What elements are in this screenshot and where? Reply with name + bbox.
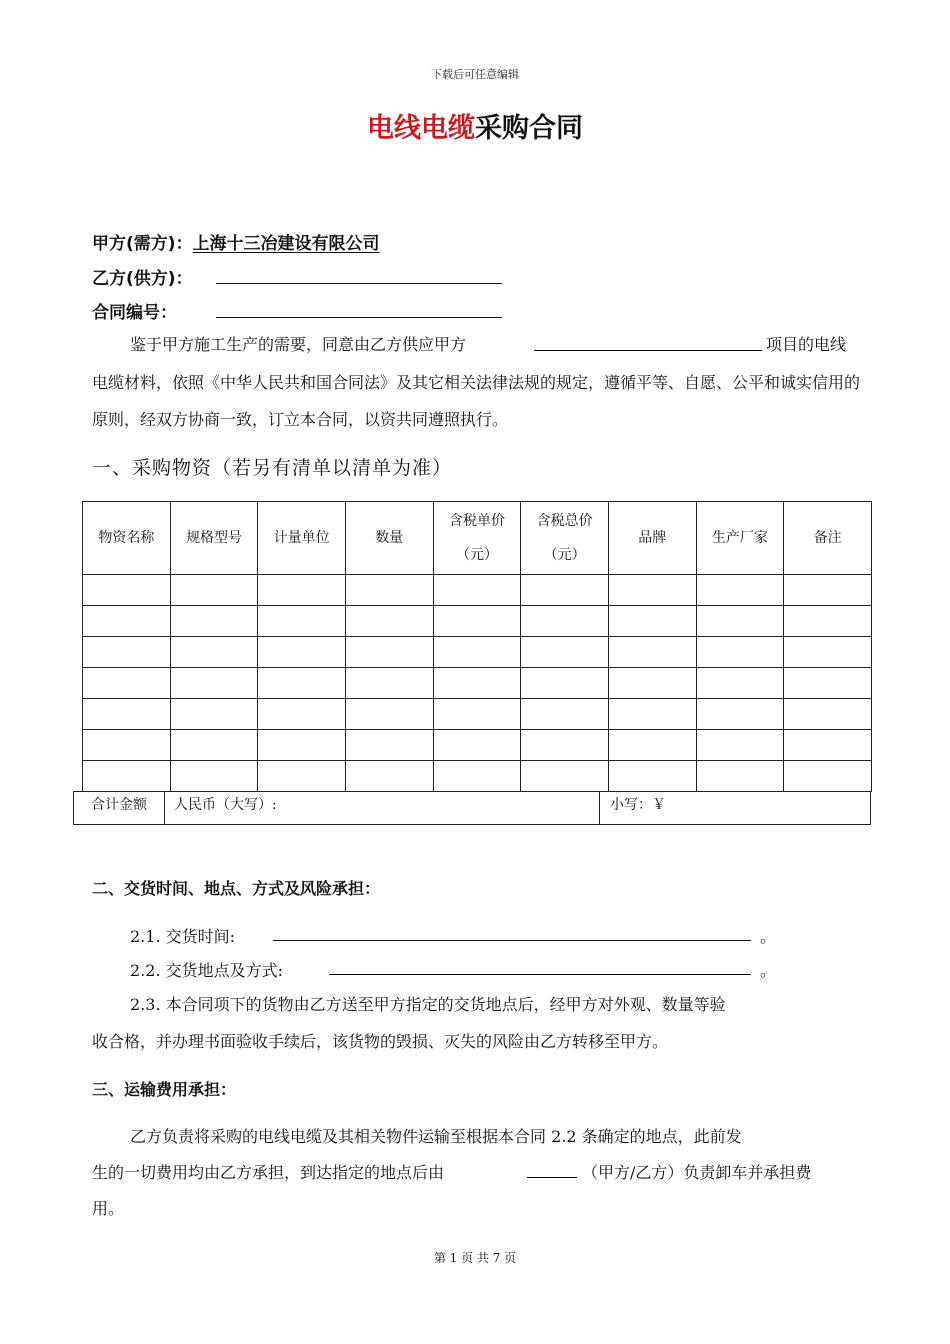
table-cell xyxy=(784,761,872,792)
table-cell xyxy=(608,575,696,606)
party-a-label: 甲方(需方)： xyxy=(92,234,193,254)
table-cell xyxy=(521,730,609,761)
total-label: 合计金额 xyxy=(74,792,165,824)
table-cell xyxy=(608,699,696,730)
contract-no-label: 合同编号： xyxy=(92,303,177,323)
table-cell xyxy=(170,761,258,792)
section3-line2-end: （甲方/乙方）负责卸车并承担费 xyxy=(582,1163,812,1182)
party-a-row xyxy=(92,229,380,254)
table-cell xyxy=(83,637,171,668)
title-red-part: 电线电缆 xyxy=(367,113,475,144)
goods-table xyxy=(82,501,872,792)
table-row xyxy=(83,606,872,637)
table-cell xyxy=(784,575,872,606)
table-cell xyxy=(83,606,171,637)
table-cell xyxy=(784,699,872,730)
delivery-time-blank xyxy=(273,940,751,941)
col-total-price-label: 含税总价 xyxy=(536,513,593,529)
table-cell xyxy=(345,668,433,699)
clause-2-2-period: 。 xyxy=(760,961,777,980)
table-cell xyxy=(83,575,171,606)
page-footer: 第 1 页 共 7 页 xyxy=(433,1251,517,1265)
table-cell xyxy=(83,699,171,730)
table-cell xyxy=(345,637,433,668)
table-cell xyxy=(170,699,258,730)
col-spec: 规格型号 xyxy=(170,502,258,575)
table-cell xyxy=(608,730,696,761)
table-cell xyxy=(345,761,433,792)
table-cell xyxy=(784,730,872,761)
intro-project-blank xyxy=(534,350,762,351)
table-cell xyxy=(433,730,521,761)
table-cell xyxy=(696,575,784,606)
table-row xyxy=(83,699,872,730)
table-cell xyxy=(258,637,346,668)
table-cell xyxy=(170,606,258,637)
col-unit: 计量单位 xyxy=(258,502,346,575)
unloading-party-blank xyxy=(527,1177,577,1178)
table-cell xyxy=(521,575,609,606)
col-total-price-suffix: （元） xyxy=(543,547,586,563)
table-cell xyxy=(345,699,433,730)
table-cell xyxy=(784,668,872,699)
table-cell xyxy=(433,761,521,792)
clause-2-3-line1: 2.3. 本合同项下的货物由乙方送至甲方指定的交货地点后，经甲方对外观、数量等验 xyxy=(130,995,726,1014)
table-cell xyxy=(608,668,696,699)
table-cell xyxy=(696,606,784,637)
table-cell xyxy=(258,761,346,792)
header-note: 下载后可任意编辑 xyxy=(431,68,519,81)
contract-no-blank xyxy=(216,317,502,318)
table-cell xyxy=(258,606,346,637)
table-cell xyxy=(345,606,433,637)
table-cell xyxy=(83,668,171,699)
intro-paragraph: 电缆材料，依照《中华人民共和国合同法》及其它相关法律法规的规定，遵循平等、自愿、公平和诚实信用的原则，经双方协商一致，订立本合同，以资共同遵照执行。 xyxy=(92,373,861,429)
table-cell xyxy=(258,575,346,606)
section3-line3: 用。 xyxy=(92,1199,125,1218)
col-unit-price xyxy=(433,502,521,575)
table-cell xyxy=(784,606,872,637)
table-cell xyxy=(521,606,609,637)
table-row xyxy=(83,730,872,761)
table-cell xyxy=(170,575,258,606)
table-cell xyxy=(696,668,784,699)
title-black-part: 采购合同 xyxy=(475,113,583,144)
section3-line1: 乙方负责将采购的电线电缆及其相关物件运输至根据本合同 2.2 条确定的地点，此前发 xyxy=(130,1127,742,1146)
table-cell xyxy=(433,606,521,637)
table-cell xyxy=(83,761,171,792)
delivery-place-blank xyxy=(329,974,751,975)
table-cell xyxy=(258,699,346,730)
small-amount-label: 小写：￥ xyxy=(610,797,666,813)
table-cell xyxy=(258,668,346,699)
table-cell xyxy=(521,761,609,792)
table-cell xyxy=(170,668,258,699)
table-row xyxy=(83,637,872,668)
col-manufacturer: 生产厂家 xyxy=(696,502,784,575)
section3-title: 三、运输费用承担： xyxy=(92,1080,237,1099)
table-header-row xyxy=(83,502,872,575)
total-row xyxy=(73,791,871,825)
table-cell xyxy=(170,730,258,761)
table-cell xyxy=(696,730,784,761)
table-cell xyxy=(521,637,609,668)
table-cell xyxy=(258,730,346,761)
clause-2-1: 2.1. 交货时间: xyxy=(130,927,236,946)
table-cell xyxy=(433,575,521,606)
table-cell xyxy=(433,668,521,699)
table-cell xyxy=(521,668,609,699)
table-cell xyxy=(608,761,696,792)
page-title xyxy=(0,106,950,145)
col-unit-price-label: 含税单价 xyxy=(448,513,505,529)
col-total-price xyxy=(521,502,609,575)
col-remarks: 备注 xyxy=(784,502,872,575)
table-cell xyxy=(345,730,433,761)
col-unit-price-suffix: （元） xyxy=(455,547,498,563)
section3-line2-start: 生的一切费用均由乙方承担，到达指定的地点后由 xyxy=(92,1163,445,1182)
rmb-upper-label: 人民币（大写）: xyxy=(164,792,600,824)
table-cell xyxy=(345,575,433,606)
intro-line1-start: 鉴于甲方施工生产的需要，同意由乙方供应甲方 xyxy=(130,335,467,354)
party-b-blank xyxy=(216,283,502,284)
table-row xyxy=(83,668,872,699)
intro-line1-end: 项目的电线 xyxy=(766,335,847,354)
table-row xyxy=(83,761,872,792)
table-cell xyxy=(521,699,609,730)
table-row xyxy=(83,575,872,606)
col-name: 物资名称 xyxy=(83,502,171,575)
table-cell xyxy=(433,637,521,668)
clause-2-3-line2: 收合格，并办理书面验收手续后，该货物的毁损、灭失的风险由乙方转移至甲方。 xyxy=(92,1032,669,1051)
party-b-label: 乙方(供方)： xyxy=(92,269,193,289)
clause-2-1-period: 。 xyxy=(760,927,777,946)
table-cell xyxy=(696,699,784,730)
col-brand: 品牌 xyxy=(608,502,696,575)
section2-title: 二、交货时间、地点、方式及风险承担： xyxy=(92,879,381,898)
table-cell xyxy=(696,761,784,792)
col-quantity: 数量 xyxy=(345,502,433,575)
table-cell xyxy=(784,637,872,668)
party-a-value: 上海十三冶建设有限公司 xyxy=(192,234,380,254)
table-cell xyxy=(433,699,521,730)
table-cell xyxy=(83,730,171,761)
table-cell xyxy=(608,637,696,668)
clause-2-2: 2.2. 交货地点及方式: xyxy=(130,961,284,980)
table-cell xyxy=(608,606,696,637)
table-cell xyxy=(170,637,258,668)
section1-title: 一、采购物资（若另有清单以清单为准） xyxy=(92,457,453,479)
table-cell xyxy=(696,637,784,668)
